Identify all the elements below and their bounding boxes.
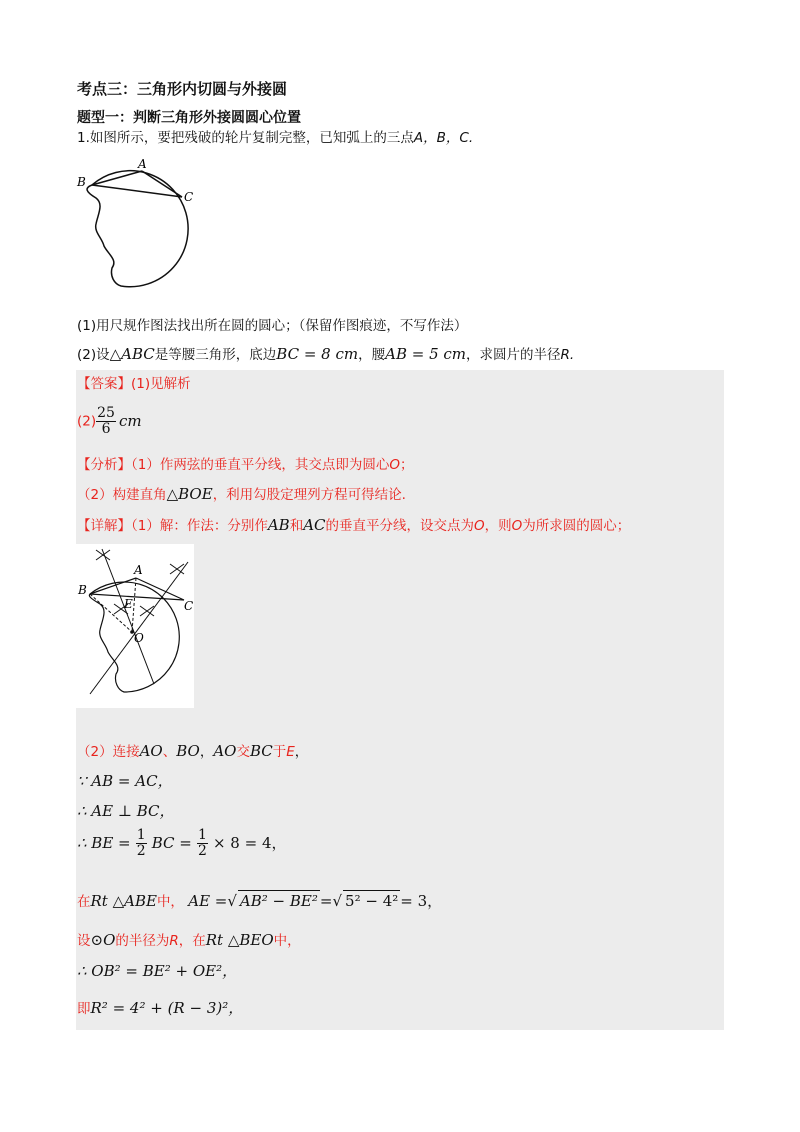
step-ae-prefix: 在 [77,894,91,910]
label-b-2: B [78,583,87,597]
analysis-tag: 【分析】 [77,457,131,473]
detail-text2: 的垂直平分线，设交点为 [325,518,475,534]
detail-sep: 、 [162,744,177,760]
label-a: A [138,158,147,171]
label-c: C [184,190,194,204]
chord-bc [92,185,182,197]
detail-ao: AO [139,742,163,760]
detail-e: E [286,744,295,760]
analysis-o: O [389,457,400,473]
step-equation-prefix: 即 [77,1001,91,1017]
problem-points: A，B，C. [413,130,474,146]
step-be-prefix: ∴ BE = [77,834,131,852]
half-den-2: 2 [197,843,207,859]
step-ae-lhs: AE = [188,892,228,910]
step-radius-circle: ⊙O [90,931,116,949]
analysis-text1: （1）作两弦的垂直平分线，其交点即为圆心 [131,457,390,473]
analysis-end2: ，利用勾股定理列方程可得结论. [212,487,406,503]
step-equation [77,998,243,1019]
radical-2: 5² − 4² [345,892,399,910]
step-ae: 在Rt △ABE中， AE =√ AB² − BE² =√ 5² − 4² = 3， [77,892,443,910]
step-perpendicular: ∴ AE ⊥ BC， [77,802,175,820]
step-be [77,828,287,859]
problem-intro [77,128,473,148]
label-o: O [134,631,144,645]
answer-line1 [77,374,191,394]
step-pythagoras: ∴ OB² = BE² + OE²， [77,962,238,980]
detail-jiao: 交 [236,744,250,760]
detail-line1 [77,515,630,536]
detail-text3: ，则 [484,518,512,534]
detail-end: ， [294,744,309,760]
problem-intro-text: 1.如图所示，要把残破的轮片复制完整，已知弧上的三点 [77,130,414,146]
label-c-2: C [184,599,194,613]
half-num-2: 1 [197,827,207,843]
analysis-text2: （2）构建直角 [77,487,167,503]
part2-end: ，求圆片的半径 [466,347,561,363]
detail-ac: AC [303,516,326,534]
analysis-end1: ； [399,457,414,473]
detail-o: O [474,518,485,534]
fraction-half-2 [197,828,208,859]
step-equation-body: R² = 4² + (R − 3)²， [90,999,244,1017]
label-a-2: A [134,563,143,577]
analysis-line1 [77,455,413,475]
half-den-1: 2 [136,843,146,859]
detail-bc: BC [249,742,273,760]
step-because: ∵ AB = AC， [77,772,173,790]
part2-triangle: △ABC [109,345,155,363]
step-ae-zhong: 中， [156,894,184,910]
step-radius-prefix: 设 [77,933,91,949]
analysis-triangle: △BOE [166,485,213,503]
detail-ao2: AO [213,742,237,760]
arc-marks [96,550,184,616]
step-be-mid: BC = [151,834,192,852]
chord-ac-2 [136,578,184,600]
chord-ba [92,171,142,185]
broken-wheel-figure [74,158,202,293]
step-ae-triangle: Rt △ABE [90,892,157,910]
detail-o2: O [511,518,523,534]
answer-line2 [77,406,142,437]
detail-and: 和 [289,518,304,534]
question-type-heading: 题型一：判断三角形外接圆圆心位置 [77,110,301,126]
step-radius-end: 中， [273,933,301,949]
detail-connect: （2）连接 [77,744,140,760]
answer-fraction [96,406,116,437]
step-radius-r: R [169,933,179,949]
section-heading: 考点三：三角形内切圆与外接圆 [77,80,288,98]
answer-unit: cm [118,411,142,430]
answer-part1: (1)见解析 [131,376,191,392]
step-radius-mid: 的半径为 [115,933,170,949]
problem-part2 [77,344,574,365]
answer-denominator: 6 [101,421,111,437]
step-be-end: × 8 = 4， [212,834,287,852]
answer-numerator: 25 [97,405,115,421]
answer-part2-prefix: (2) [77,413,97,430]
step-radius-comma: ，在 [178,933,206,949]
detail-tag: 【详解】 [77,518,131,534]
detail-comma: ， [199,744,214,760]
construction-figure [76,544,194,708]
part2-text2: ，腰 [358,347,386,363]
problem-part1: (1)用尺规作图法找出所在圆的圆心；（保留作图痕迹，不写作法） [77,318,468,334]
chord-ba-2 [90,578,136,594]
detail-yu: 于 [272,744,287,760]
label-b: B [77,175,86,189]
perp-bisector-ab [102,549,154,684]
detail-text1: （1）解：作法：分别作 [131,518,268,534]
part2-prefix: (2)设 [77,347,110,363]
fraction-half-1 [136,828,147,859]
answer-tag: 【答案】 [77,376,131,392]
part2-r: R. [560,347,575,363]
chord-bc-2 [90,594,184,600]
step-radius-triangle: Rt △BEO [205,931,274,949]
part2-leg: AB = 5 cm [385,345,467,363]
half-num-1: 1 [136,827,146,843]
detail-bo: BO [176,742,200,760]
part2-text: 是等腰三角形，底边 [154,347,277,363]
wheel-outline [87,171,188,287]
part2-base: BC = 8 cm [276,345,359,363]
step-ae-end: = 3， [400,892,443,910]
detail-line2 [77,741,308,762]
analysis-line2 [77,484,406,505]
perp-bisector-ac [90,562,188,694]
detail-text4: 为所求圆的圆心； [522,518,631,534]
radical-1: AB² − BE² [239,892,318,910]
step-radius [77,930,301,951]
detail-ab: AB [267,516,290,534]
label-e: E [124,597,133,611]
step-ae-eq: = [319,892,333,910]
